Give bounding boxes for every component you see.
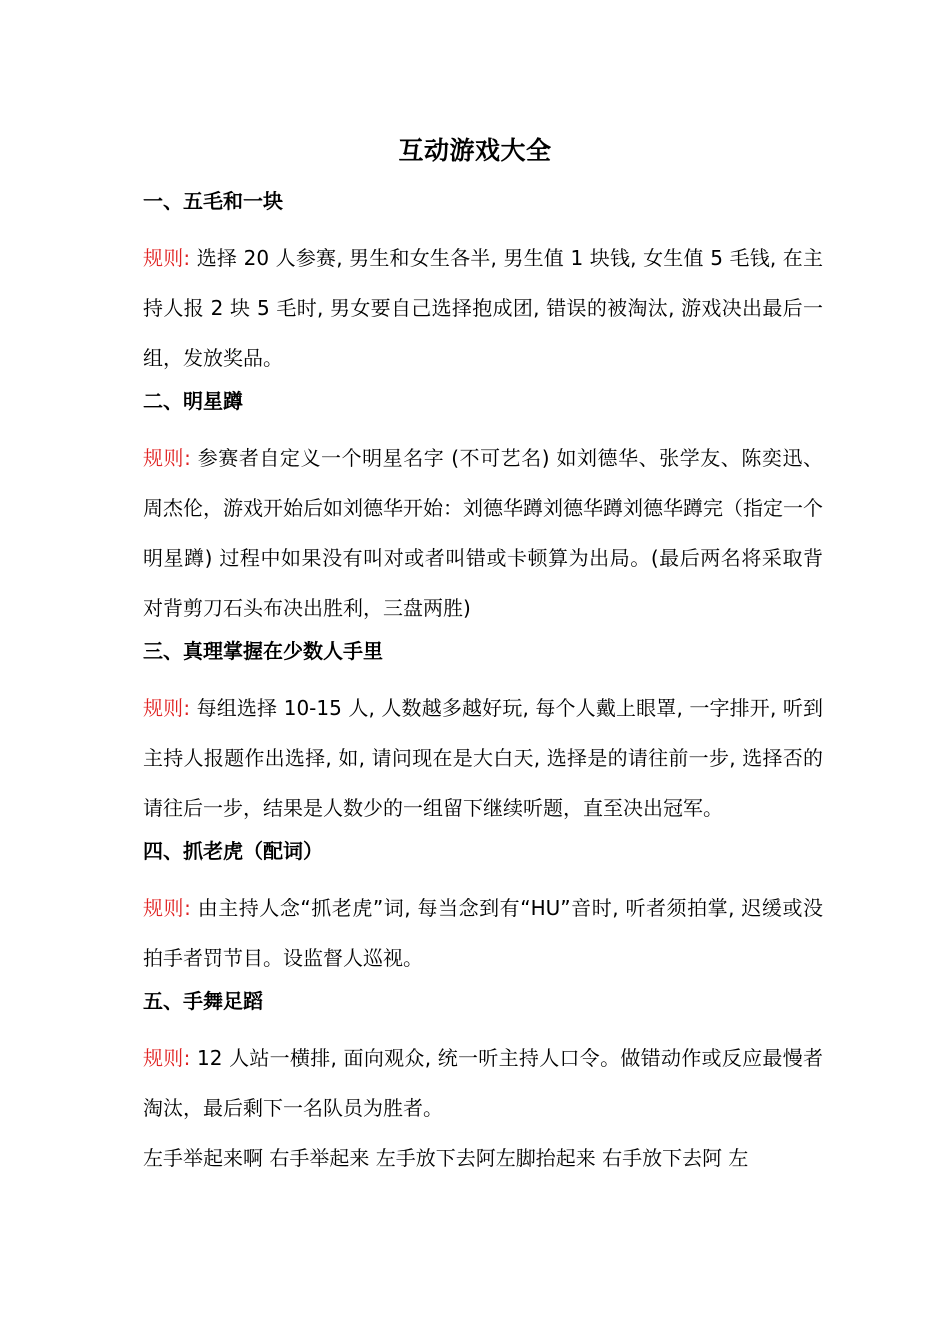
rule-label: 规则: (143, 696, 191, 720)
rule-label: 规则: (143, 1046, 191, 1070)
command-text: 左手举起来啊 右手举起来 左手放下去阿左脚抬起来 右手放下去阿 左 (143, 1146, 749, 1170)
rule-text: 每组选择 10-15 人, 人数越多越好玩, 每个人戴上眼罩, 一字排开, 听到主持人报题作出选择, 如, 请问现在是大白天, 选择是的请往前一步, 选择否的请往后一步，结果是人数少的一组留下继续听题，直至决出冠军。 (143, 696, 823, 820)
section-heading: 四、抓老虎（配词） (143, 839, 323, 863)
section-5 (143, 983, 823, 1183)
rule-paragraph (143, 683, 823, 833)
rule-paragraph (143, 883, 823, 983)
document-body (143, 183, 823, 1183)
rule-label: 规则: (143, 446, 191, 470)
rule-text: 由主持人念“抓老虎”词, 每当念到有“HU”音时, 听者须拍掌, 迟缓或没拍手者罚节目。设监督人巡视。 (143, 896, 823, 970)
rule-paragraph (143, 233, 823, 383)
section-heading: 三、真理掌握在少数人手里 (143, 639, 383, 663)
rule-label: 规则: (143, 246, 191, 270)
section-heading: 二、明星蹲 (143, 389, 243, 413)
rule-text: 12 人站一横排, 面向观众, 统一听主持人口令。做错动作或反应最慢者淘汰，最后剩下一名队员为胜者。 (143, 1046, 823, 1120)
rule-paragraph (143, 433, 823, 633)
section-4 (143, 833, 823, 983)
rule-paragraph (143, 1033, 823, 1133)
rule-text: 参赛者自定义一个明星名字 (不可艺名) 如刘德华、张学友、陈奕迅、周杰伦，游戏开始后如刘德华开始：刘德华蹲刘德华蹲刘德华蹲完（指定一个明星蹲) 过程中如果没有叫对或者叫错或卡顿算为出局。(最后两名将采取背对背剪刀石头布决出胜利，三盘两胜) (143, 446, 823, 620)
rule-text: 选择 20 人参赛, 男生和女生各半, 男生值 1 块钱, 女生值 5 毛钱, 在主持人报 2 块 5 毛时, 男女要自己选择抱成团, 错误的被淘汰, 游戏决出最后一组，发放奖品。 (143, 246, 823, 370)
section-heading: 五、手舞足蹈 (143, 989, 263, 1013)
section-2 (143, 383, 823, 633)
rule-label: 规则: (143, 896, 191, 920)
section-heading: 一、五毛和一块 (143, 189, 283, 213)
document-title: 互动游戏大全 (398, 136, 552, 165)
section-1 (143, 183, 823, 383)
section-3 (143, 633, 823, 833)
